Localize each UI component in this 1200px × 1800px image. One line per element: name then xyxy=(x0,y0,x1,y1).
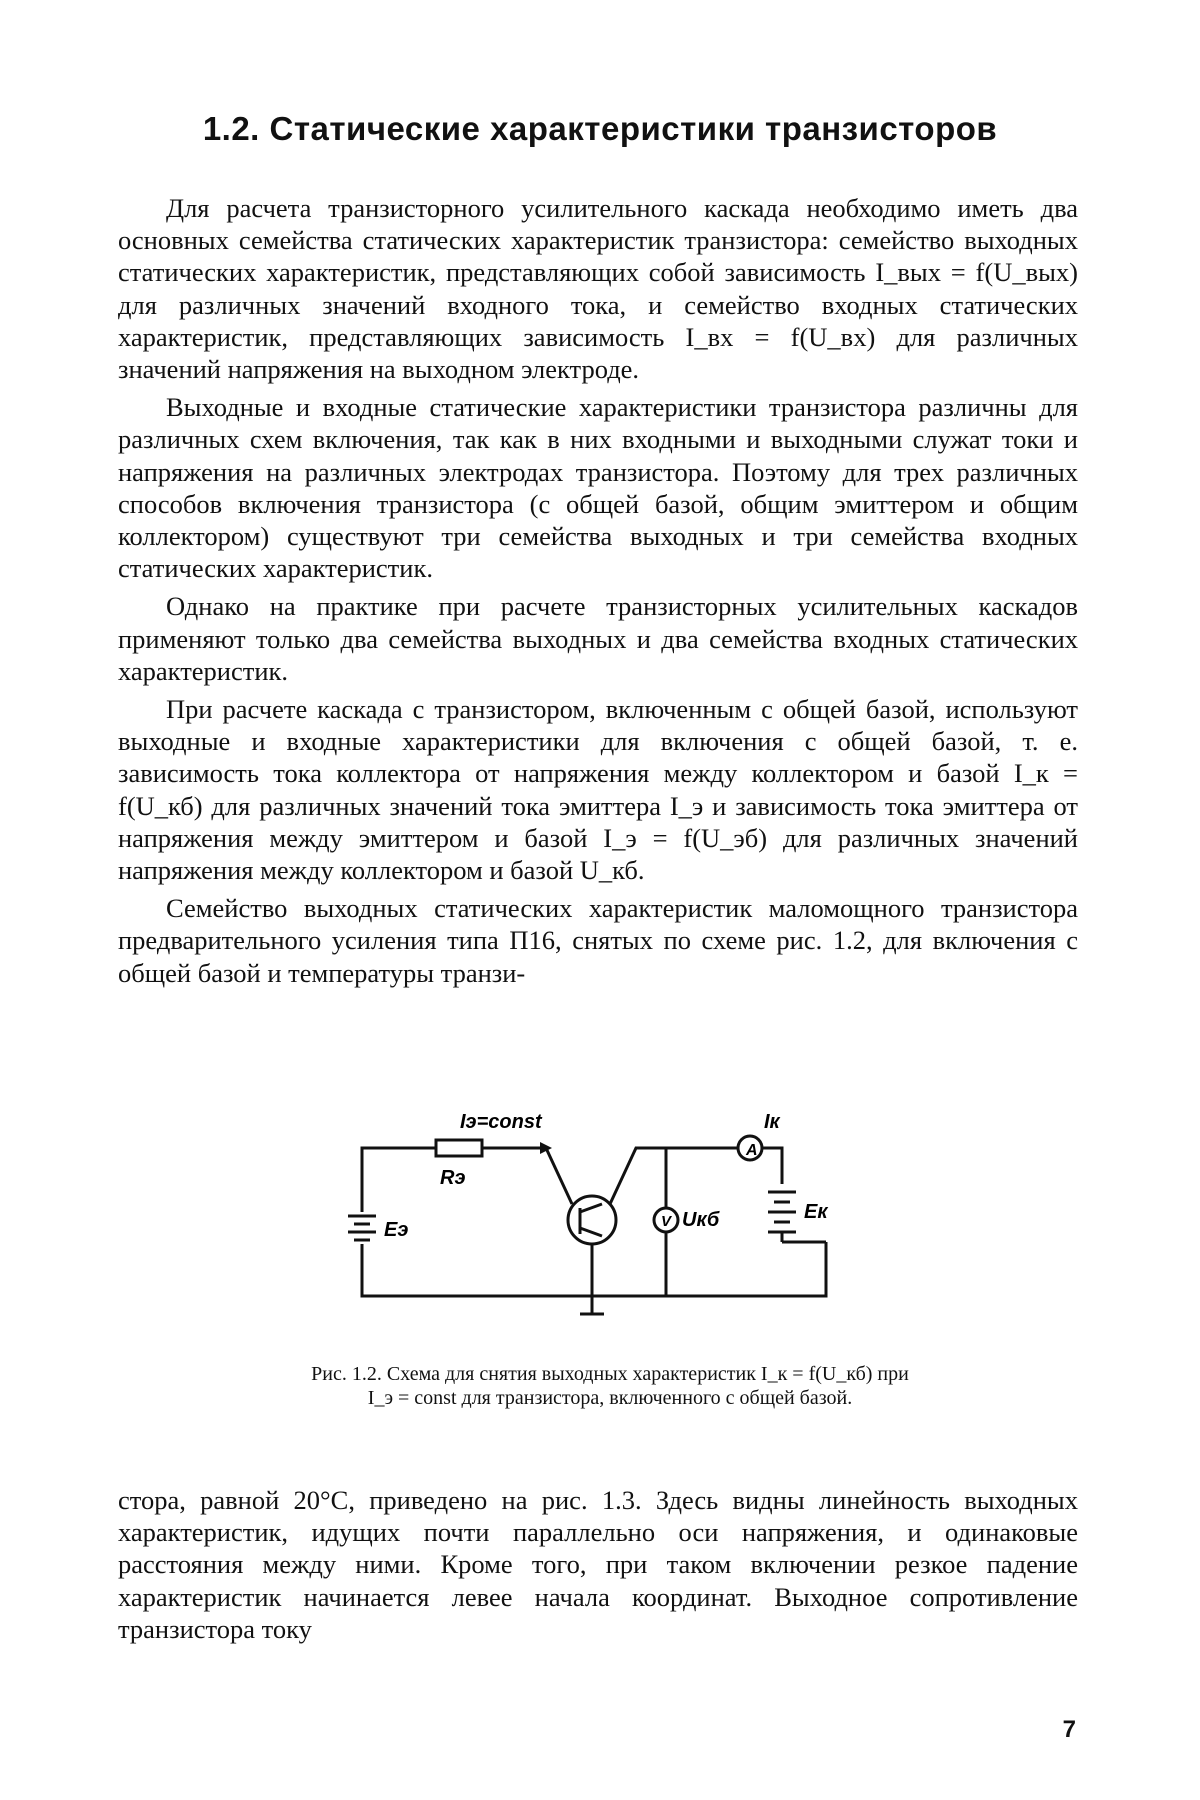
circuit-diagram xyxy=(340,1108,900,1340)
paragraph-3: Однако на практике при расчете транзисторных усилительных каскадов применяют только два семейства выходных и два семейства входных статических характеристик. xyxy=(118,591,1078,686)
figure-caption: Рис. 1.2. Схема для снятия выходных характеристик I_к = f(U_кб) при I_э = const для транзистора, включенного с общей базой. xyxy=(311,1363,909,1409)
section-title: 1.2. Статические характеристики транзисторов xyxy=(202,110,998,147)
ek-label: Eк xyxy=(804,1201,828,1223)
paragraph-4: При расчете каскада с транзистором, включенным с общей базой, используют выходные и входные характеристики для включения с общей базой, т. е. зависимость тока коллектора от напряжения между коллектором и базой I_к = f(U_кб) для различных значений тока эмиттера I_э и зависимость тока эмиттера от напряжения между эмиттером и базой I_э = f(U_эб) для различных значений напряжения между коллектором и базой U_кб. xyxy=(118,694,1078,886)
page-number: 7 xyxy=(1062,1716,1076,1743)
paragraph-1: Для расчета транзисторного усилительного каскада необходимо иметь два основных семейства статических характеристик транзистора: семейство выходных статических характеристик, представляющих собой зависимость I_вых = f(U_вых) для различных значений входного тока, и семейство входных статических характеристик, представляющих зависимость I_вх = f(U_вх) для различных значений напряжения на выходном электроде. xyxy=(118,193,1078,385)
ik-label: Iк xyxy=(764,1111,780,1133)
paragraph-2: Выходные и входные статические характеристики транзистора различны для различных схем включения, так как в них входными и выходными служат токи и напряжения на различных электродах транзистора. Поэтому для трех различных способов включения транзистора (с общей базой, общим эмиттером и общим коллектором) существуют три семейства выходных и три семейства входных статических характеристик. xyxy=(118,392,1078,584)
body-text-top xyxy=(118,192,1078,989)
ee-label: Eэ xyxy=(384,1219,409,1241)
paragraph-6: стора, равной 20°C, приведено на рис. 1.3. Здесь видны линейность выходных характеристик, идущих почти параллельно оси напряжения, и одинаковые расстояния между ними. Кроме того, при таком включении резкое падение характеристик начинается левее начала координат. Выходное сопротивление транзистора току xyxy=(118,1485,1078,1644)
re-label: Rэ xyxy=(440,1167,466,1189)
ie-const-label: Iэ=const xyxy=(460,1111,542,1133)
paragraph-5: Семейство выходных статических характеристик маломощного транзистора предварительного усиления типа П16, снятых по схеме рис. 1.2, для включения с общей базой и температуры транзи- xyxy=(118,893,1078,988)
ammeter-label: A xyxy=(746,1142,758,1159)
ukb-label: Uкб xyxy=(682,1209,720,1231)
voltmeter-label: V xyxy=(661,1213,672,1230)
body-text-bottom xyxy=(118,1484,1078,1645)
